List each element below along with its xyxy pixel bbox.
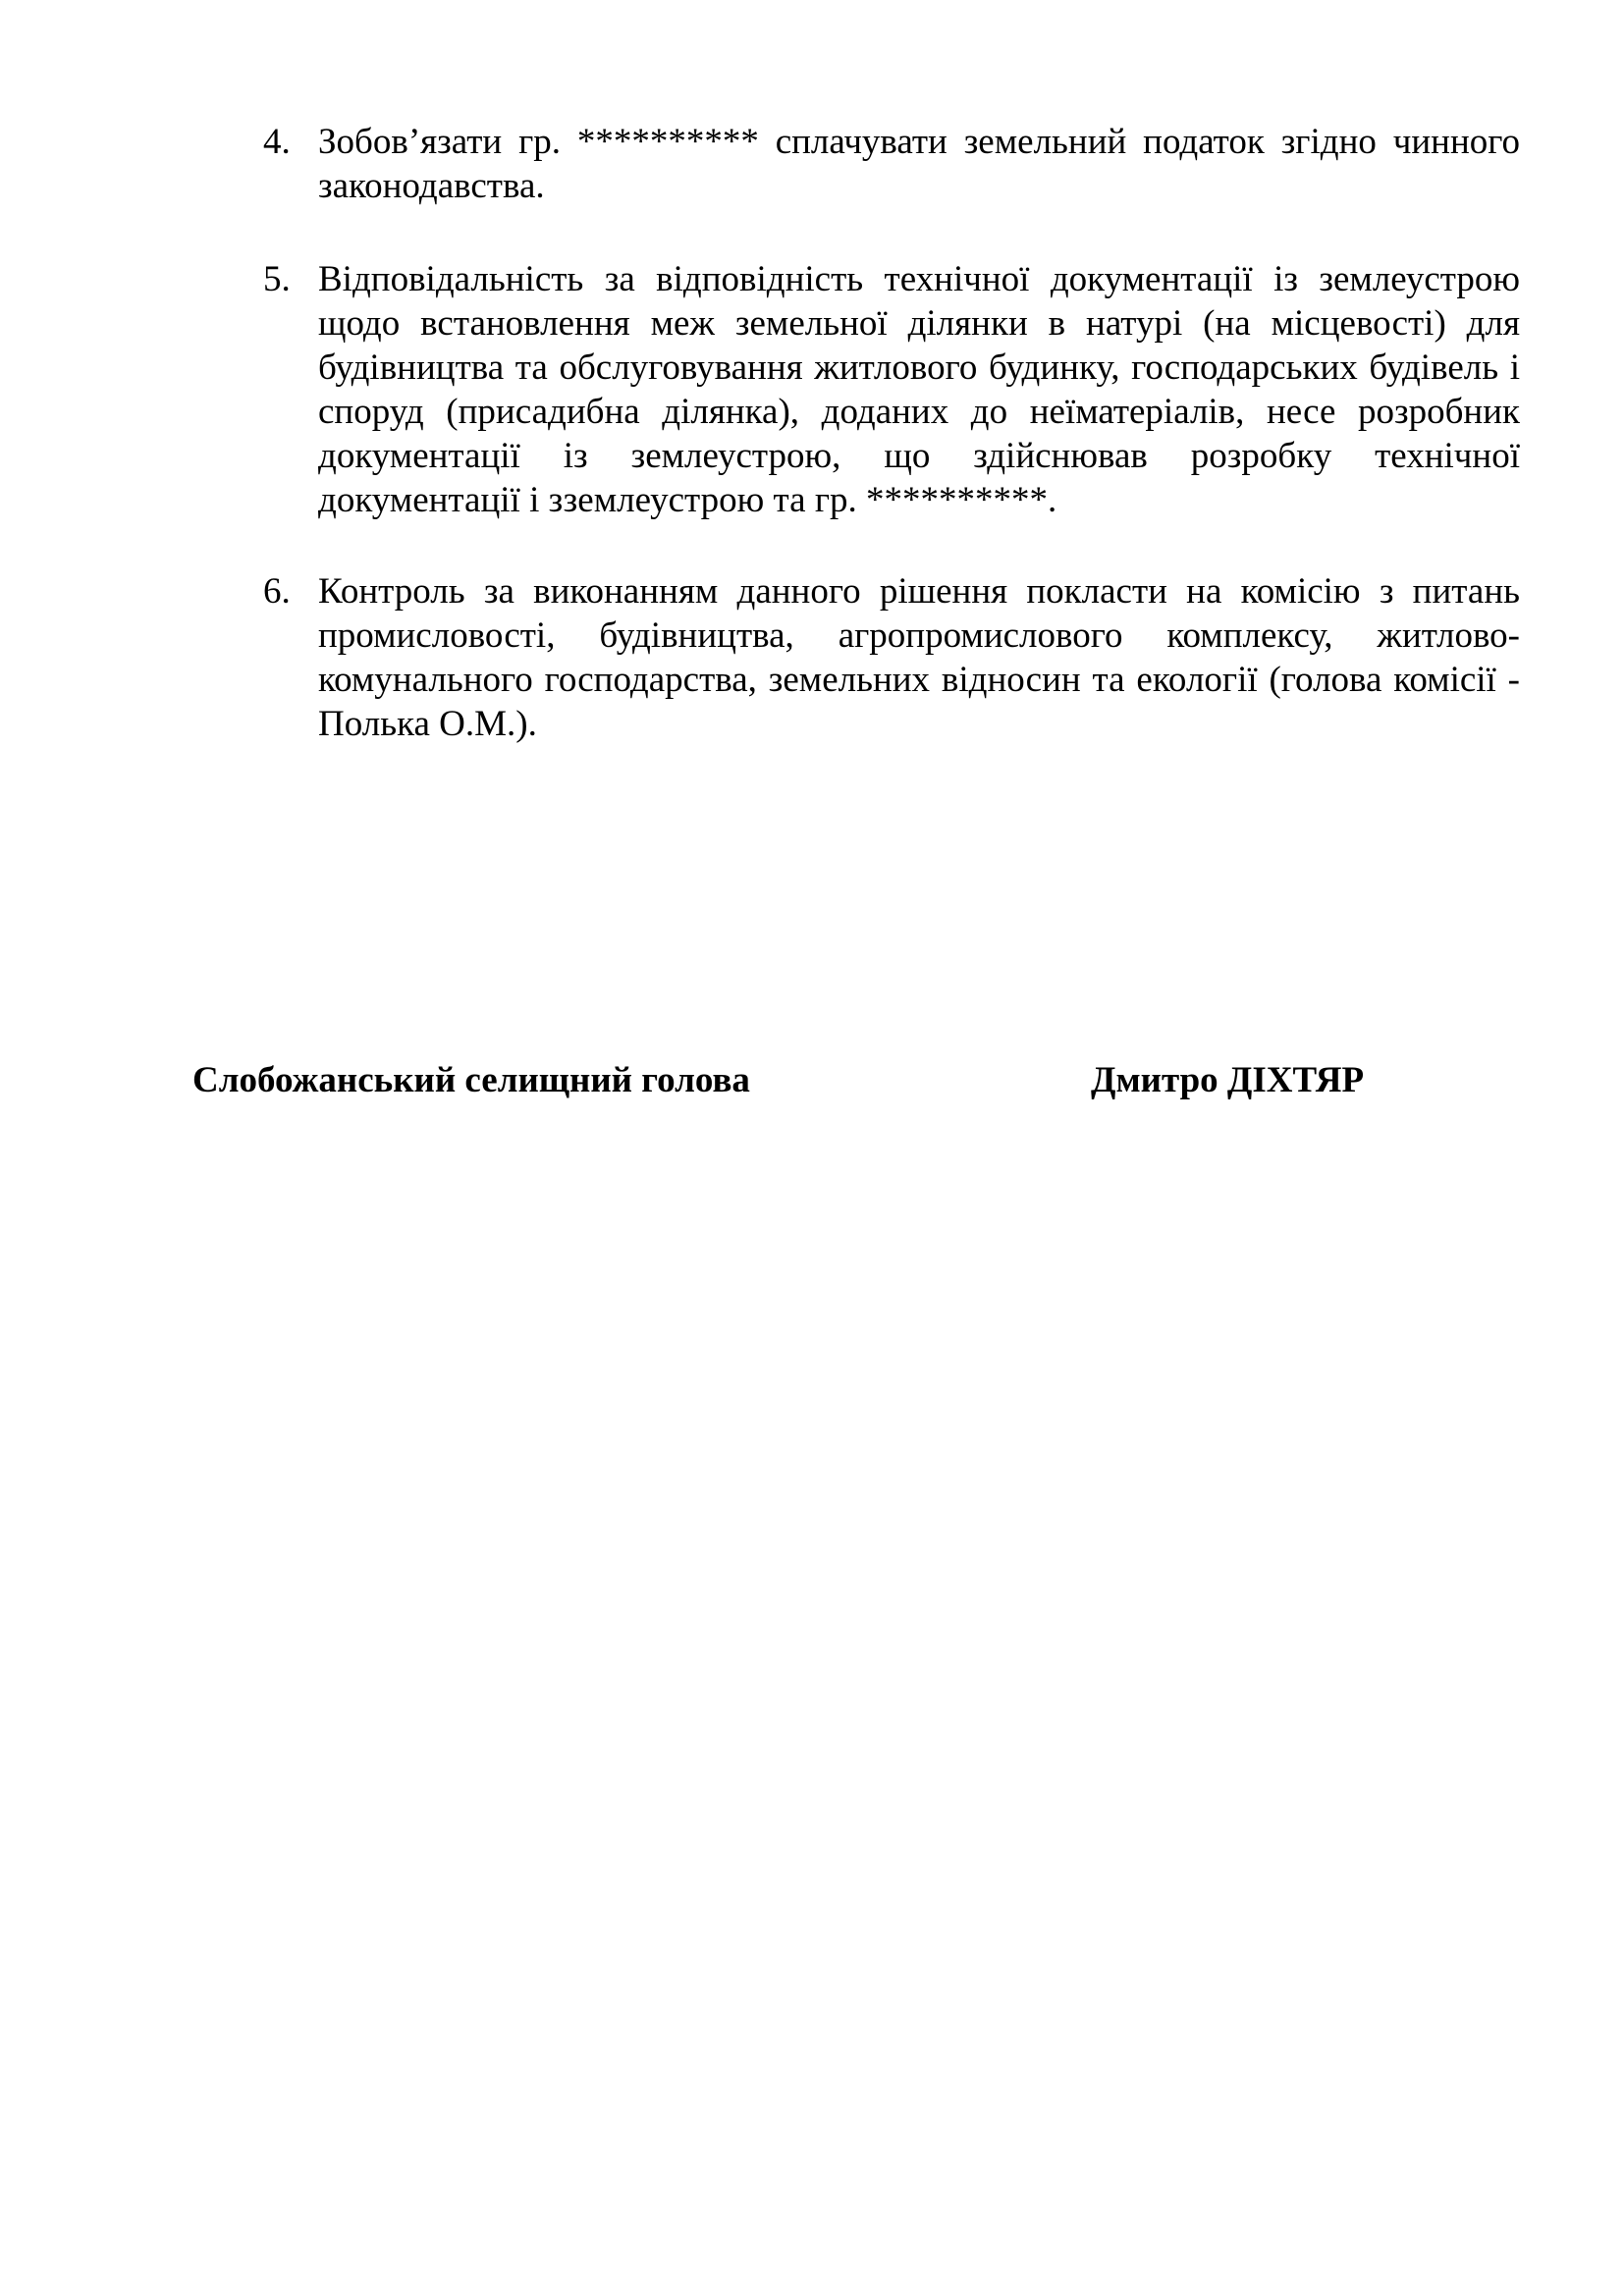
list-item-6	[263, 569, 1520, 746]
list-item-number: 4.	[263, 122, 291, 162]
list-item-number: 5.	[263, 259, 291, 299]
signature-name: Дмитро ДІХТЯР	[1091, 1060, 1365, 1100]
list-item-text: Відповідальність за відповідність технічної документації із землеустрою щодо встановлення меж земельної ділянки в натурі (на місцевості) для будівництва та обслуговування житлового будинку, господарських будівель і споруд (присадибна ділянка), доданих до неїматеріалів, несе розробник документації із землеустрою, що здійснював розробку технічної документації і зземлеустрою та гр. **********.	[318, 259, 1520, 520]
list-item-4	[263, 120, 1520, 208]
list-item-number: 6.	[263, 571, 291, 612]
signature-title: Слобожанський селищний голова	[192, 1060, 750, 1100]
list-item-5	[263, 257, 1520, 522]
list-item-text: Зобов’язати гр. ********** сплачувати земельний податок згідно чинного законодавства.	[318, 122, 1520, 206]
list-item-text: Контроль за виконанням данного рішення покласти на комісію з питань промисловості, будівництва, агропромислового комплексу, житлово-комунального господарства, земельних відносин та екології (голова комісії - Полька О.М.).	[318, 571, 1520, 744]
